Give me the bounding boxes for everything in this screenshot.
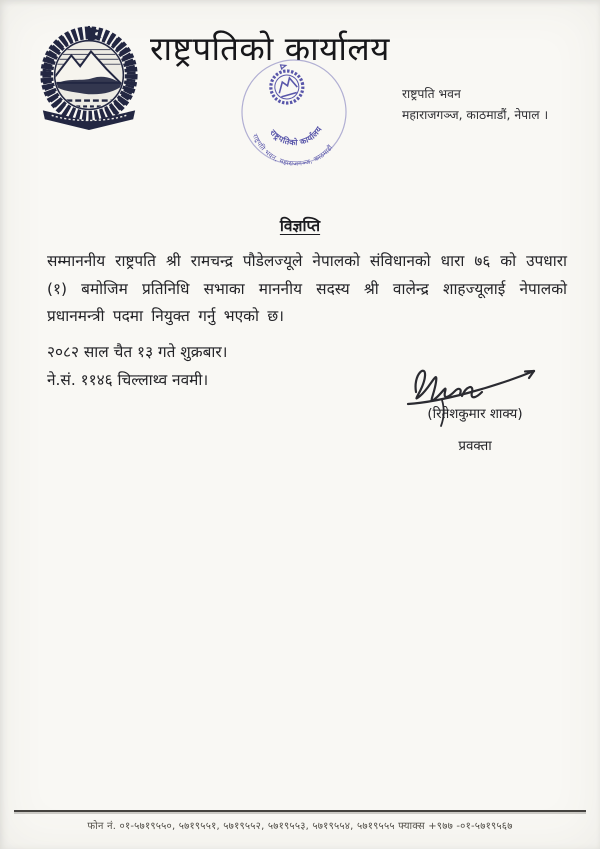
stamp-text-bottom: राष्ट्रपति भवन, महाराजगञ्ज, काठमाडौं [250,132,335,168]
notice-body-paragraph: सम्माननीय राष्ट्रपति श्री रामचन्द्र पौडेलज्यूले नेपालको संविधानको धारा ७६ को उपधारा (१) बमोजिम प्रतिनिधि सभाका माननीय सदस्य श्री वालेन्द्र शाहज्यूलाई नेपालको प्रधानमन्त्री पदमा नियुक्त गर्नु भएको छ। [47,252,567,326]
office-title: राष्ट्रपतिको कार्यालय [150,29,390,68]
footer-phone-fax: फोन नं. ०१-५७१९५५०, ५७१९५५१, ५७१९५५२, ५७१९५५३, ५७१९५५४, ५७१९५५५ फ्याक्स +९७७ -०१-५७१९५६७ [87,821,513,832]
office-address [402,84,592,126]
signer-title: प्रवक्ता [458,439,492,454]
signer-name: (रितेशकुमार शाक्य) [427,407,523,422]
address-line-1: राष्ट्रपति भवन [402,87,461,101]
date-line-bs: २०८२ साल चैत १३ गते शुक्रबार। [47,343,228,361]
footer-divider [14,810,586,812]
notice-heading: विज्ञप्ति [279,217,321,235]
svg-text:राष्ट्रपतिको कार्यालय [266,114,326,155]
nepal-coat-of-arms-icon [30,24,148,132]
stamp-text-top: राष्ट्रपतिको कार्यालय [268,124,324,148]
date-line-ns: ने.सं. ११४६ चिल्लाथ्व नवमी। [47,371,209,389]
date-block [47,338,387,394]
address-line-2: महाराजगञ्ज, काठमाडौं, नेपाल । [402,108,549,122]
